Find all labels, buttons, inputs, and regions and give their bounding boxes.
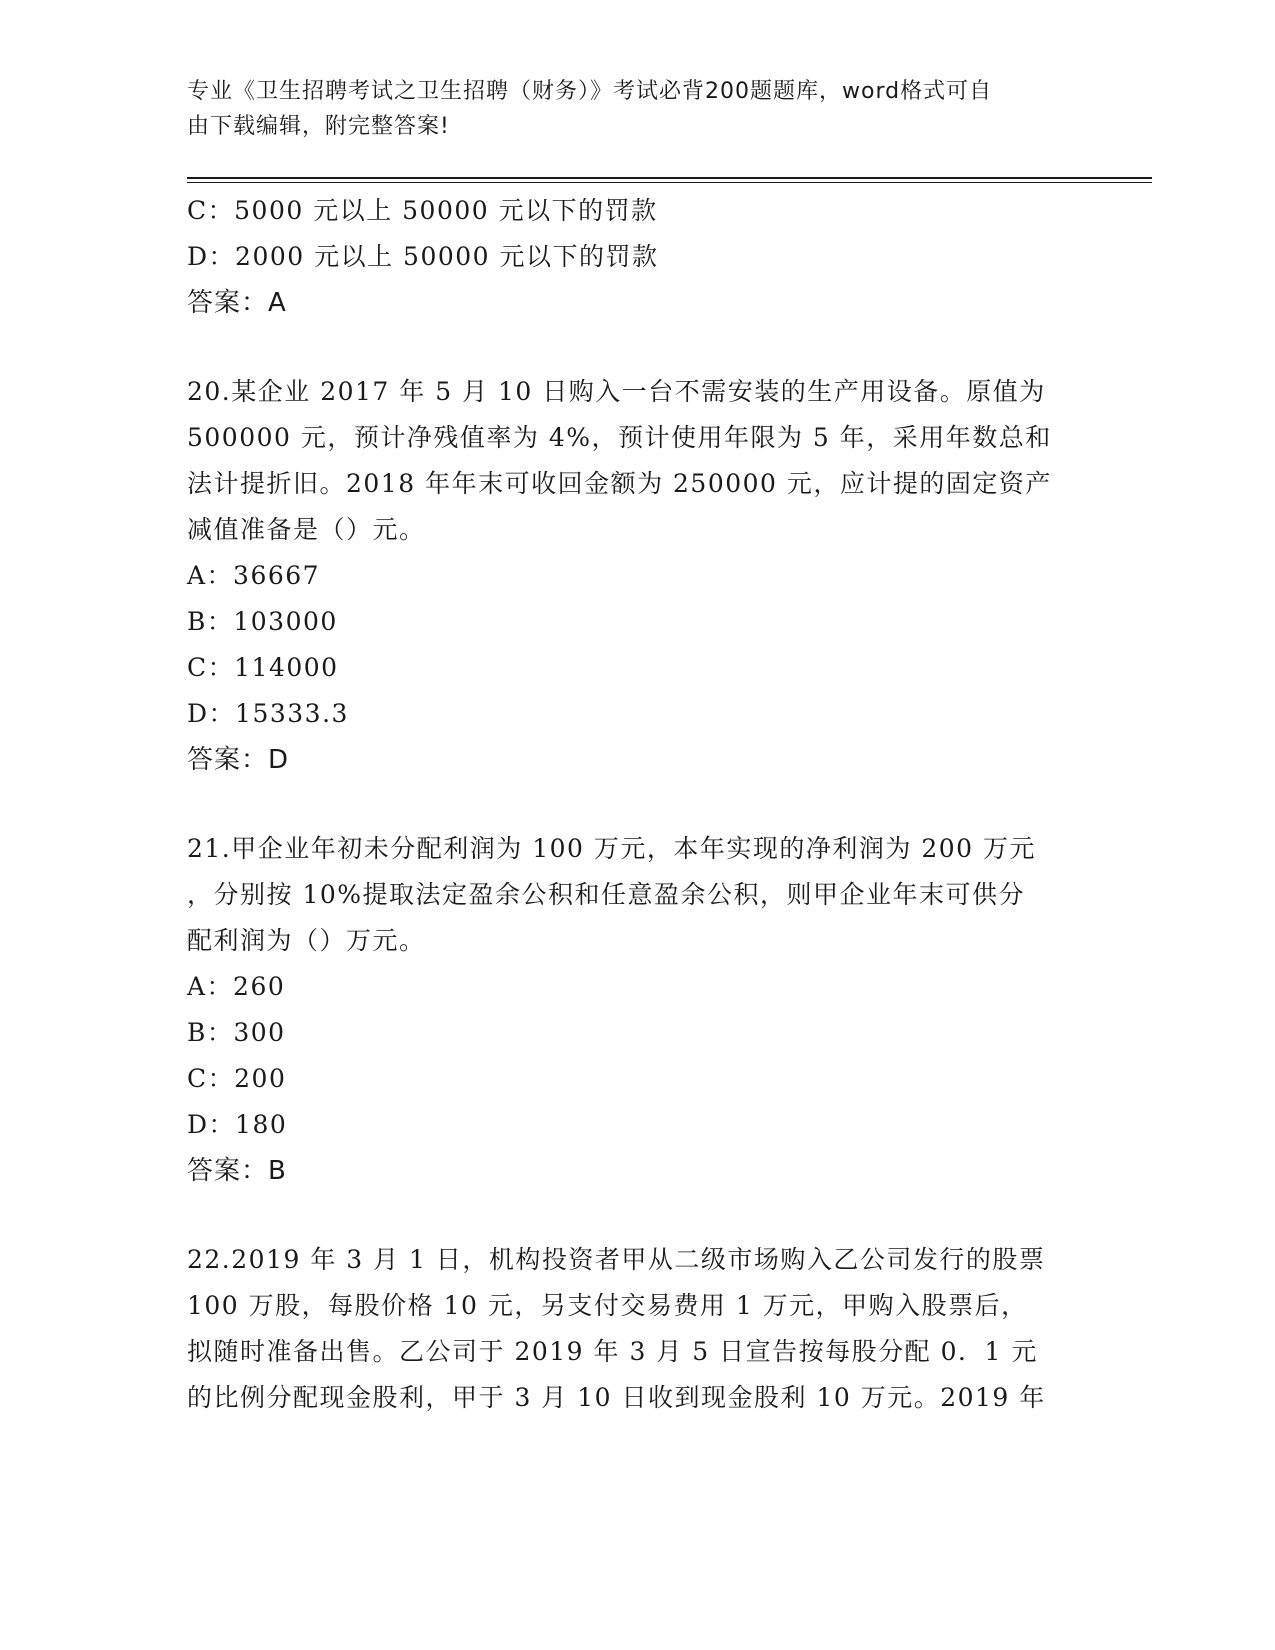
- option-c: C：200: [187, 1064, 287, 1093]
- question-22: [187, 1237, 1087, 1421]
- question-text-line: 的比例分配现金股利，甲于 3 月 10 日收到现金股利 10 万元。2019 年: [187, 1383, 1046, 1412]
- question-text-line: 减值准备是（）元。: [187, 515, 426, 544]
- option-d: D：180: [187, 1110, 288, 1139]
- question-text-line: 拟随时准备出售。乙公司于 2019 年 3 月 5 日宣告按每股分配 0．1 元: [187, 1337, 1038, 1366]
- answer: 答案：D: [187, 745, 290, 775]
- header-line-1: 专业《卫生招聘考试之卫生招聘（财务）》考试必背200题题库，word格式可自: [187, 79, 993, 104]
- header-rule-thin: [187, 182, 1152, 183]
- question-text-line: 配利润为（）万元。: [187, 926, 426, 955]
- question-21: [187, 826, 1087, 1194]
- option-b: B：103000: [187, 607, 338, 636]
- option-c: C：114000: [187, 653, 339, 682]
- spacer: [187, 326, 1087, 369]
- option-d: D：15333.3: [187, 699, 349, 728]
- document-body: [187, 188, 1087, 1421]
- header-line-2: 由下载编辑，附完整答案!: [187, 114, 450, 139]
- question-text-line: ，分别按 10%提取法定盈余公积和任意盈余公积，则甲企业年末可供分: [187, 880, 1026, 909]
- option-a: A：36667: [187, 561, 321, 590]
- question-text-line: 法计提折旧。2018 年年末可收回金额为 250000 元，应计提的固定资产: [187, 469, 1052, 498]
- document-header: [187, 74, 1067, 144]
- header-rule-thick: [187, 177, 1152, 179]
- spacer: [187, 1194, 1087, 1237]
- option-d: D：2000 元以上 50000 元以下的罚款: [187, 242, 659, 271]
- spacer: [187, 783, 1087, 826]
- answer: 答案：B: [187, 1156, 287, 1186]
- question-19-tail: [187, 188, 1087, 326]
- question-text-line: 22.2019 年 3 月 1 日，机构投资者甲从二级市场购入乙公司发行的股票: [187, 1245, 1046, 1274]
- question-text-line: 100 万股，每股价格 10 元，另支付交易费用 1 万元，甲购入股票后，: [187, 1291, 1028, 1320]
- option-b: B：300: [187, 1018, 286, 1047]
- question-text-line: 20.某企业 2017 年 5 月 10 日购入一台不需安装的生产用设备。原值为: [187, 377, 1046, 406]
- question-20: [187, 369, 1087, 783]
- option-a: A：260: [187, 972, 286, 1001]
- question-text-line: 500000 元，预计净残值率为 4%，预计使用年限为 5 年，采用年数总和: [187, 423, 1052, 452]
- answer: 答案：A: [187, 288, 287, 318]
- option-c: C：5000 元以上 50000 元以下的罚款: [187, 196, 658, 225]
- question-text-line: 21.甲企业年初未分配利润为 100 万元，本年实现的净利润为 200 万元: [187, 834, 1036, 863]
